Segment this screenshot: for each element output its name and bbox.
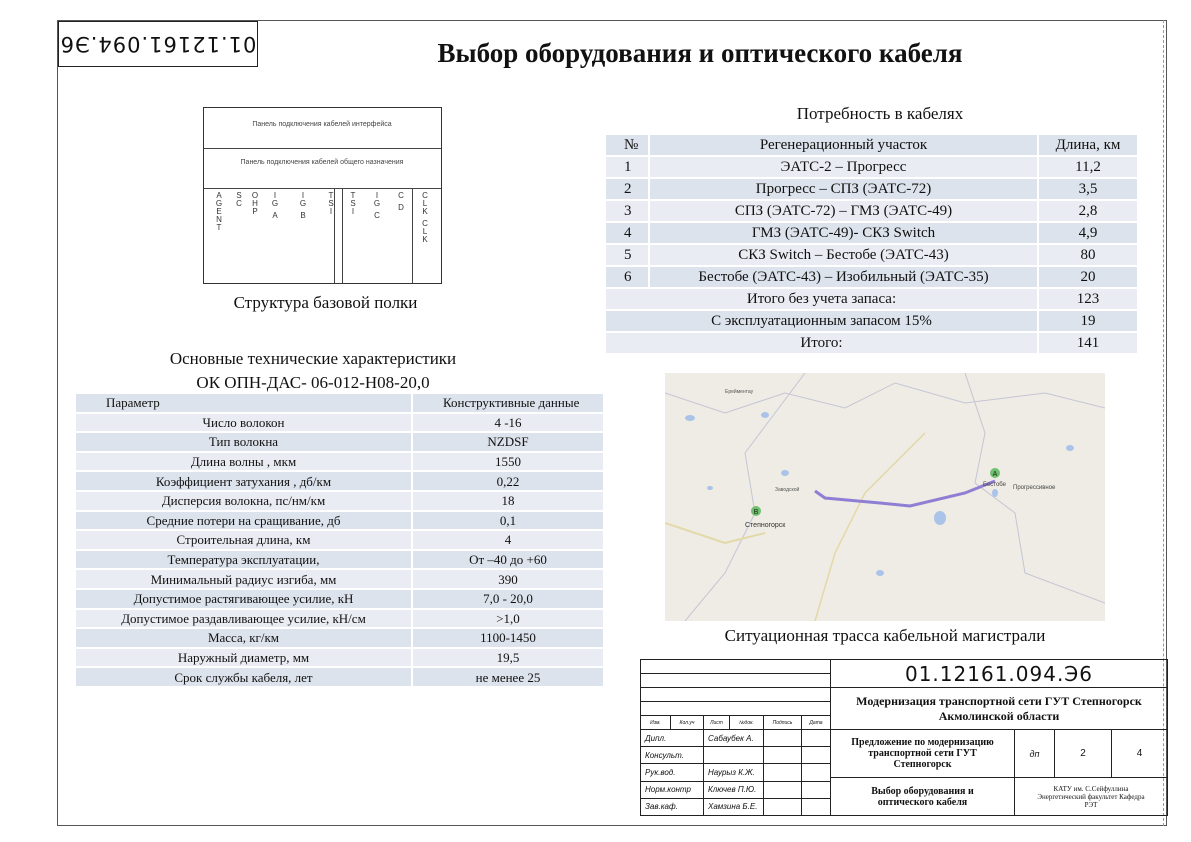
- cable-total-value: 141: [1038, 332, 1138, 354]
- char-value: 0,22: [412, 471, 604, 491]
- tb-signature: [764, 782, 802, 799]
- char-row: [75, 569, 604, 589]
- cable-header-cell: №: [605, 134, 649, 156]
- tb-col-ndok: №док.: [730, 716, 764, 730]
- cable-total-row: [605, 310, 1138, 332]
- tb-proposal: Предложение по модернизацию транспортной сети ГУТ Степногорск: [831, 730, 1015, 778]
- char-value: >1,0: [412, 609, 604, 629]
- shelf-slot-top: O H P: [251, 191, 259, 216]
- char-row: [75, 667, 604, 687]
- cable-total-value: 19: [1038, 310, 1138, 332]
- shelf-slot: [294, 188, 312, 283]
- char-row: [75, 471, 604, 491]
- char-param: Допустимое раздавливающее усилие, кН/см: [75, 609, 412, 629]
- title-block: [640, 659, 1168, 816]
- cable-cell: 4,9: [1038, 222, 1138, 244]
- tb-sheet: 2: [1055, 730, 1112, 778]
- marker-b-label: B: [753, 509, 759, 516]
- char-value: 1100-1450: [412, 628, 604, 648]
- cable-cell: 11,2: [1038, 156, 1138, 178]
- map-label-zavodskoy: Заводской: [775, 487, 800, 493]
- tb-code: 01.12161.094.Э6: [831, 660, 1168, 688]
- tb-col-list: Лист: [704, 716, 730, 730]
- cable-cell: ГМЗ (ЭАТС-49)- СКЗ Switch: [649, 222, 1038, 244]
- shelf-slot-bottom: C L K: [422, 219, 428, 244]
- shelf-slot-top: I G: [271, 191, 279, 208]
- char-value: 19,5: [412, 648, 604, 668]
- cable-cell: Прогресс – СПЗ (ЭАТС-72): [649, 178, 1038, 200]
- char-row: [75, 491, 604, 511]
- shelf-slot-bottom: B: [300, 211, 306, 220]
- cable-header-cell: Регенерационный участок: [649, 134, 1038, 156]
- tb-sheet-title: Выбор оборудования и оптического кабеля: [831, 778, 1015, 816]
- tb-col-izm: Изм.: [641, 716, 671, 730]
- cable-model: ОК ОПН-ДАС- 06-012-Н08-20,0: [196, 373, 430, 392]
- tb-signature: [764, 747, 802, 764]
- tb-person: [704, 747, 764, 764]
- cable-cell: 4: [605, 222, 649, 244]
- cable-cell: 2,8: [1038, 200, 1138, 222]
- tb-grid-row: [641, 702, 831, 716]
- cable-total-row: [605, 288, 1138, 310]
- cable-table-title: Потребность в кабелях: [796, 104, 964, 123]
- char-param: Наружный диаметр, мм: [75, 648, 412, 668]
- tb-sheets: 4: [1112, 730, 1168, 778]
- cable-cell: 5: [605, 244, 649, 266]
- map-label-progress: Прогрессивное: [1013, 485, 1056, 491]
- char-row: [75, 452, 604, 472]
- char-row: [75, 413, 604, 433]
- shelf-divider: [204, 148, 441, 149]
- tb-role: Консульт.: [641, 747, 704, 764]
- tb-organization: КАТУ им. С.Сейфуллина Энергетический факультет Кафедра РЭТ: [1015, 778, 1168, 816]
- shelf-slot: [368, 188, 386, 283]
- marker-a-label: A: [992, 471, 998, 478]
- tb-col-data: Дата: [802, 716, 831, 730]
- char-param: Масса, кг/км: [75, 628, 412, 648]
- char-param: Тип волокна: [75, 432, 412, 452]
- shelf-slot: [322, 188, 340, 283]
- tb-project: Модернизация транспортной сети ГУТ Степногорск Акмолинской области: [831, 688, 1168, 730]
- char-param: Температура эксплуатации,: [75, 550, 412, 570]
- char-param: Средние потери на сращивание, дб: [75, 511, 412, 531]
- tb-date: [802, 747, 831, 764]
- shelf-slot: [210, 188, 228, 283]
- char-param: Длина волны , мкм: [75, 452, 412, 472]
- cable-total-label: Итого:: [605, 332, 1038, 354]
- shelf-slot-top: A G E N T: [215, 191, 223, 232]
- cable-row: [605, 222, 1138, 244]
- shelf-slot-top: T S I: [328, 191, 334, 216]
- char-table-header: [75, 393, 604, 413]
- char-param: Число волокон: [75, 413, 412, 433]
- char-value: NZDSF: [412, 432, 604, 452]
- shelf-slot: [416, 188, 434, 283]
- char-value: 4: [412, 530, 604, 550]
- tb-date: [802, 799, 831, 816]
- characteristics-title: [113, 347, 513, 395]
- page-title: Выбор оборудования и оптического кабеля: [437, 38, 963, 68]
- characteristics-heading: Основные технические характеристики: [169, 349, 457, 368]
- route-map: [665, 373, 1105, 621]
- shelf-panel-general: Панель подключения кабелей общего назначения: [240, 159, 404, 166]
- cable-total-label: С эксплуатационным запасом 15%: [605, 310, 1038, 332]
- shelf-slot-top: T S I: [350, 191, 356, 216]
- cable-cell: 3,5: [1038, 178, 1138, 200]
- characteristics-table: [74, 392, 605, 688]
- tb-role: Зав.каф.: [641, 799, 704, 816]
- char-param: Допустимое растягивающее усилие, кН: [75, 589, 412, 609]
- tb-date: [802, 730, 831, 747]
- char-row: [75, 511, 604, 531]
- char-value: 18: [412, 491, 604, 511]
- tb-signature: [764, 764, 802, 781]
- tb-col-koluch: Кол.уч: [671, 716, 704, 730]
- cable-row: [605, 200, 1138, 222]
- tb-grid-row: [641, 674, 831, 688]
- char-value: 390: [412, 569, 604, 589]
- shelf-slot-divider: [412, 188, 413, 283]
- char-param: Коэффициент затухания , дб/км: [75, 471, 412, 491]
- cable-cell: 20: [1038, 266, 1138, 288]
- shelf-slot: [266, 188, 284, 283]
- route-map-graphic: [665, 373, 1105, 621]
- shelf-slot: [246, 188, 264, 283]
- char-param: Дисперсия волокна, пс/нм/км: [75, 491, 412, 511]
- tb-date: [802, 764, 831, 781]
- tb-person: Наурыз К.Ж.: [704, 764, 764, 781]
- cable-table: [604, 133, 1139, 355]
- cable-cell: СПЗ (ЭАТС-72) – ГМЗ (ЭАТС-49): [649, 200, 1038, 222]
- cable-total-value: 123: [1038, 288, 1138, 310]
- cable-row: [605, 156, 1138, 178]
- shelf-slot-top: C L K: [422, 191, 428, 216]
- cable-row: [605, 266, 1138, 288]
- char-row: [75, 550, 604, 570]
- cable-cell: 80: [1038, 244, 1138, 266]
- char-param: Строительная длина, км: [75, 530, 412, 550]
- cable-total-row: [605, 332, 1138, 354]
- shelf-slot-top: I G: [373, 191, 381, 208]
- shelf-slot-bottom: A: [272, 211, 278, 220]
- char-param: Минимальный радиус изгиба, мм: [75, 569, 412, 589]
- shelf-caption: Структура базовой полки: [233, 293, 418, 312]
- char-row: [75, 589, 604, 609]
- tb-col-podpis: Подпись: [764, 716, 802, 730]
- char-row: [75, 530, 604, 550]
- map-label-bestobe: Бестобе: [983, 482, 1006, 488]
- shelf-slot: [344, 188, 362, 283]
- char-value: не менее 25: [412, 667, 604, 687]
- tb-signature: [764, 730, 802, 747]
- tb-role: Норм.контр: [641, 782, 704, 799]
- char-value: 4 -16: [412, 413, 604, 433]
- cable-table-header: [605, 134, 1138, 156]
- shelf-slot-top: I G: [299, 191, 307, 208]
- tb-grid-row: [641, 660, 831, 674]
- shelf-slot-bottom: C: [374, 211, 380, 220]
- shelf-slot: [392, 188, 410, 283]
- rotated-code-stamp: 01.12161.094.Э6: [58, 21, 258, 67]
- shelf-panel-interface: Панель подключения кабелей интерфейса: [252, 121, 392, 128]
- char-row: [75, 648, 604, 668]
- map-label-ereymentau: Ерейментау: [725, 389, 754, 395]
- cable-cell: 2: [605, 178, 649, 200]
- char-header-cell: Конструктивные данные: [412, 393, 604, 413]
- char-value: 7,0 - 20,0: [412, 589, 604, 609]
- tb-person: Хамзина Б.Е.: [704, 799, 764, 816]
- map-caption: Ситуационная трасса кабельной магистрали: [724, 626, 1046, 645]
- char-value: От –40 до +60: [412, 550, 604, 570]
- cable-cell: СКЗ Switch – Бестобе (ЭАТС-43): [649, 244, 1038, 266]
- cable-row: [605, 244, 1138, 266]
- tb-role: Дипл.: [641, 730, 704, 747]
- char-header-cell: Параметр: [75, 393, 412, 413]
- tb-grid-row: [641, 688, 831, 702]
- shelf-slot-top: C: [398, 191, 404, 200]
- char-param: Срок службы кабеля, лет: [75, 667, 412, 687]
- cable-total-label: Итого без учета запаса:: [605, 288, 1038, 310]
- map-label-stepnogorsk: Степногорск: [745, 522, 786, 529]
- shelf-slot-top: S C: [236, 191, 242, 208]
- char-row: [75, 628, 604, 648]
- char-value: 0,1: [412, 511, 604, 531]
- tb-role: Рук.вод.: [641, 764, 704, 781]
- cable-cell: 3: [605, 200, 649, 222]
- shelf-slot-bottom: D: [398, 203, 404, 212]
- tb-signature: [764, 799, 802, 816]
- shelf-slot-divider: [334, 188, 335, 283]
- cable-header-cell: Длина, км: [1038, 134, 1138, 156]
- cable-cell: 6: [605, 266, 649, 288]
- cable-row: [605, 178, 1138, 200]
- char-row: [75, 609, 604, 629]
- cable-cell: ЭАТС-2 – Прогресс: [649, 156, 1038, 178]
- cable-cell: Бестобе (ЭАТС-43) – Изобильный (ЭАТС-35): [649, 266, 1038, 288]
- shelf-diagram: [203, 107, 442, 284]
- tb-person: Сабаубек А.: [704, 730, 764, 747]
- char-value: 1550: [412, 452, 604, 472]
- shelf-slot-divider: [342, 188, 343, 283]
- tb-stage: дп: [1015, 730, 1055, 778]
- char-row: [75, 432, 604, 452]
- cable-cell: 1: [605, 156, 649, 178]
- tb-date: [802, 782, 831, 799]
- tb-person: Ключев П.Ю.: [704, 782, 764, 799]
